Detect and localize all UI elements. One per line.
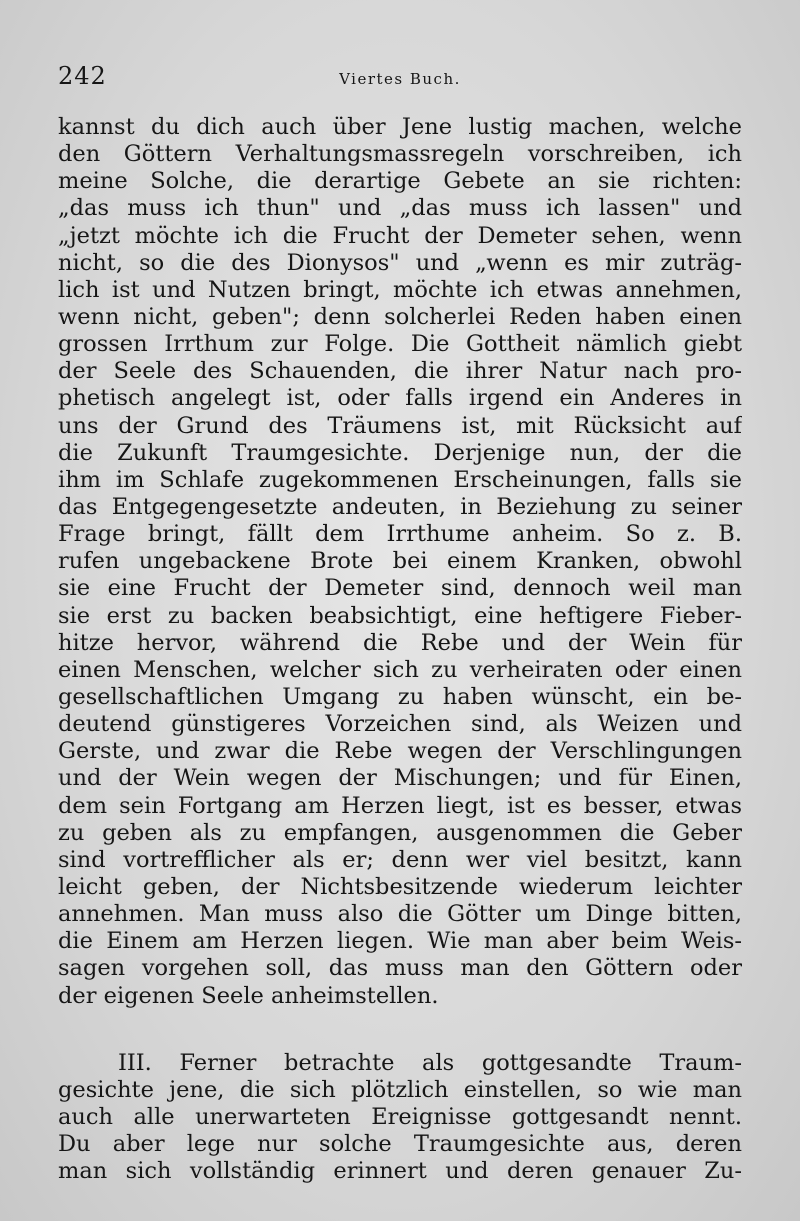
text-line: das Entgegengesetzte andeuten, in Beziehung zu seiner — [58, 493, 742, 520]
text-line: Frage bringt, fällt dem Irrthume anheim. So z. B. — [58, 521, 742, 548]
text-line: grossen Irrthum zur Folge. Die Gottheit nämlich giebt — [58, 331, 742, 358]
text-line: der Seele des Schauenden, die ihrer Natur nach pro- — [58, 358, 742, 385]
running-head: Viertes Buch. — [339, 70, 461, 88]
text-line: phetisch angelegt ist, oder falls irgend ein Anderes in — [58, 385, 742, 412]
text-line: und der Wein wegen der Mischungen; und für Einen, — [58, 765, 742, 792]
text-line: sie eine Frucht der Demeter sind, dennoch weil man — [58, 575, 742, 602]
text-line: rufen ungebackene Brote bei einem Kranken, obwohl — [58, 548, 742, 575]
text-line: nicht, so die des Dionysos" und „wenn es mir zuträg- — [58, 249, 742, 276]
text-line: gesichte jene, die sich plötzlich einstellen, so wie man — [58, 1076, 742, 1103]
paragraph-2 — [58, 1050, 742, 1186]
text-line: leicht geben, der Nichtsbesitzende wiederum leichter — [58, 873, 742, 900]
text-line: sie erst zu backen beabsichtigt, eine heftigere Fieber- — [58, 602, 742, 629]
paragraph-gap — [58, 1010, 742, 1050]
text-line: auch alle unerwarteten Ereignisse gottgesandt nennt. — [58, 1103, 742, 1130]
text-line: man sich vollständig erinnert und deren genauer Zu- — [58, 1158, 742, 1185]
text-line: den Göttern Verhaltungsmassregeln vorschreiben, ich — [58, 141, 742, 168]
text-line: dem sein Fortgang am Herzen liegt, ist es besser, etwas — [58, 792, 742, 819]
text-line: sagen vorgehen soll, das muss man den Göttern oder — [58, 955, 742, 982]
text-line: zu geben als zu empfangen, ausgenommen die Geber — [58, 819, 742, 846]
text-line: wenn nicht, geben"; denn solcherlei Reden haben einen — [58, 303, 742, 330]
text-line: „jetzt möchte ich die Frucht der Demeter sehen, wenn — [58, 222, 742, 249]
text-line: ihm im Schlafe zugekommenen Erscheinungen, falls sie — [58, 466, 742, 493]
text-line: deutend günstigeres Vorzeichen sind, als Weizen und — [58, 711, 742, 738]
text-line: meine Solche, die derartige Gebete an sie richten: — [58, 168, 742, 195]
text-line: „das muss ich thun" und „das muss ich lassen" und — [58, 195, 742, 222]
text-line: gesellschaftlichen Umgang zu haben wünscht, ein be- — [58, 683, 742, 710]
text-line: Du aber lege nur solche Traumgesichte aus, deren — [58, 1131, 742, 1158]
text-line: der eigenen Seele anheimstellen. — [58, 982, 439, 1009]
text-line: die Einem am Herzen liegen. Wie man aber beim Weis- — [58, 928, 742, 955]
page-header — [58, 62, 742, 98]
text-line: einen Menschen, welcher sich zu verheiraten oder einen — [58, 656, 742, 683]
text-line: die Zukunft Traumgesichte. Derjenige nun, der die — [58, 439, 742, 466]
text-line: hitze hervor, während die Rebe und der Wein für — [58, 629, 742, 656]
text-line: sind vortrefflicher als er; denn wer viel besitzt, kann — [58, 846, 742, 873]
text-line: kannst du dich auch über Jene lustig machen, welche — [58, 114, 742, 140]
text-line: III. Ferner betrachte als gottgesandte Traum- — [118, 1049, 742, 1076]
text-line: uns der Grund des Träumens ist, mit Rücksicht auf — [58, 412, 742, 439]
paragraph-1 — [58, 114, 742, 1010]
text-line: annehmen. Man muss also die Götter um Dinge bitten, — [58, 901, 742, 928]
text-line: lich ist und Nutzen bringt, möchte ich etwas annehmen, — [58, 276, 742, 303]
text-line: Gerste, und zwar die Rebe wegen der Verschlingungen — [58, 738, 742, 765]
page-number: 242 — [58, 62, 107, 90]
body-text — [58, 114, 742, 1185]
